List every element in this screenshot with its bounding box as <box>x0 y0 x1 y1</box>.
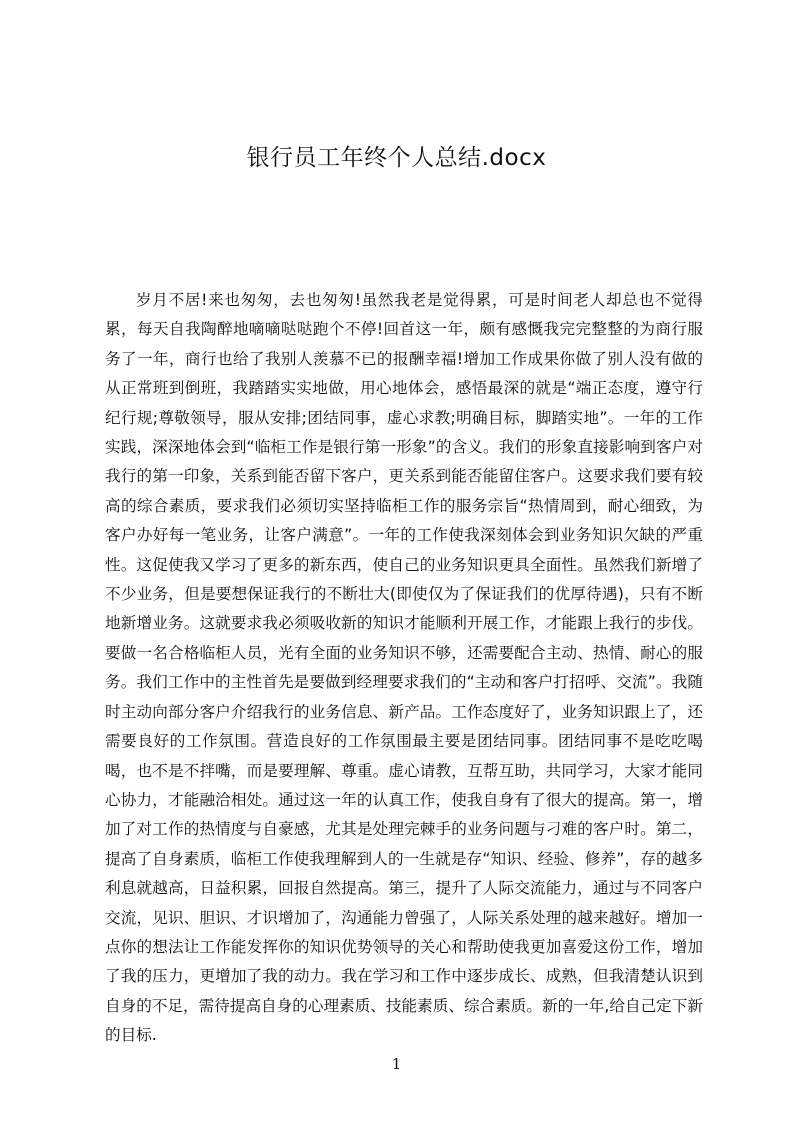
page-number: 1 <box>391 1055 402 1073</box>
document-body-paragraph: 岁月不居!来也匆匆，去也匆匆!虽然我老是觉得累，可是时间老人却总也不觉得累，每天自我陶醉地嘀嘀哒哒跑个不停!回首这一年，颇有感慨我完完整整的为商行服务了一年，商行也给了我别人羡慕不已的报酬幸福!增加工作成果你做了别人没有做的从正常班到倒班，我踏踏实实地做，用心地体会，感悟最深的就是“端正态度，遵守行纪行规;尊敬领导，服从安排;团结同事，虚心求教;明确目标，脚踏实地”。一年的工作实践，深深地体会到“临柜工作是银行第一形象”的含义。我们的形象直接影响到客户对我行的第一印象，关系到能否留下客户，更关系到能否能留住客户。这要求我们要有较高的综合素质，要求我们必须切实坚持临柜工作的服务宗旨“热情周到，耐心细致，为客户办好每一笔业务，让客户满意”。一年的工作使我深刻体会到业务知识欠缺的严重性。这促使我又学习了更多的新东西，使自己的业务知识更具全面性。虽然我们新增了不少业务，但是要想保证我行的不断壮大(即使仅为了保证我们的优厚待遇)，只有不断地新增业务。这就要求我必须吸收新的知识才能顺利开展工作，才能跟上我行的步伐。要做一名合格临柜人员，光有全面的业务知识不够，还需要配合主动、热情、耐心的服务。我们工作中的主性首先是要做到经理要求我们的“主动和客户打招呼、交流”。我随时主动向部分客户介绍我行的业务信息、新产品。工作态度好了，业务知识跟上了，还需要良好的工作氛围。营造良好的工作氛围最主要是团结同事。团结同事不是吃吃喝喝，也不是不拌嘴，而是要理解、尊重。虚心请教，互帮互助，共同学习，大家才能同心协力，才能融洽相处。通过这一年的认真工作，使我自身有了很大的提高。第一，增加了对工作的热情度与自豪感，尤其是处理完棘手的业务问题与刁难的客户时。第二，提高了自身素质，临柜工作使我理解到人的一生就是存“知识、经验、修养”，存的越多利息就越高，日益积累，回报自然提高。第三，提升了人际交流能力，通过与不同客户交流，见识、胆识、才识增加了，沟通能力曾强了，人际关系处理的越来越好。增加一点你的想法让工作能发挥你的知识优势领导的关心和帮助使我更加喜爱这份工作，增加了我的压力，更增加了我的动力。我在学习和工作中逐步成长、成熟，但我清楚认识到自身的不足，需待提高自身的心理素质、技能素质、综合素质。新的一年,给自己定下新的目标. <box>105 291 703 1045</box>
document-title: 银行员工年终个人总结.docx <box>246 145 547 171</box>
